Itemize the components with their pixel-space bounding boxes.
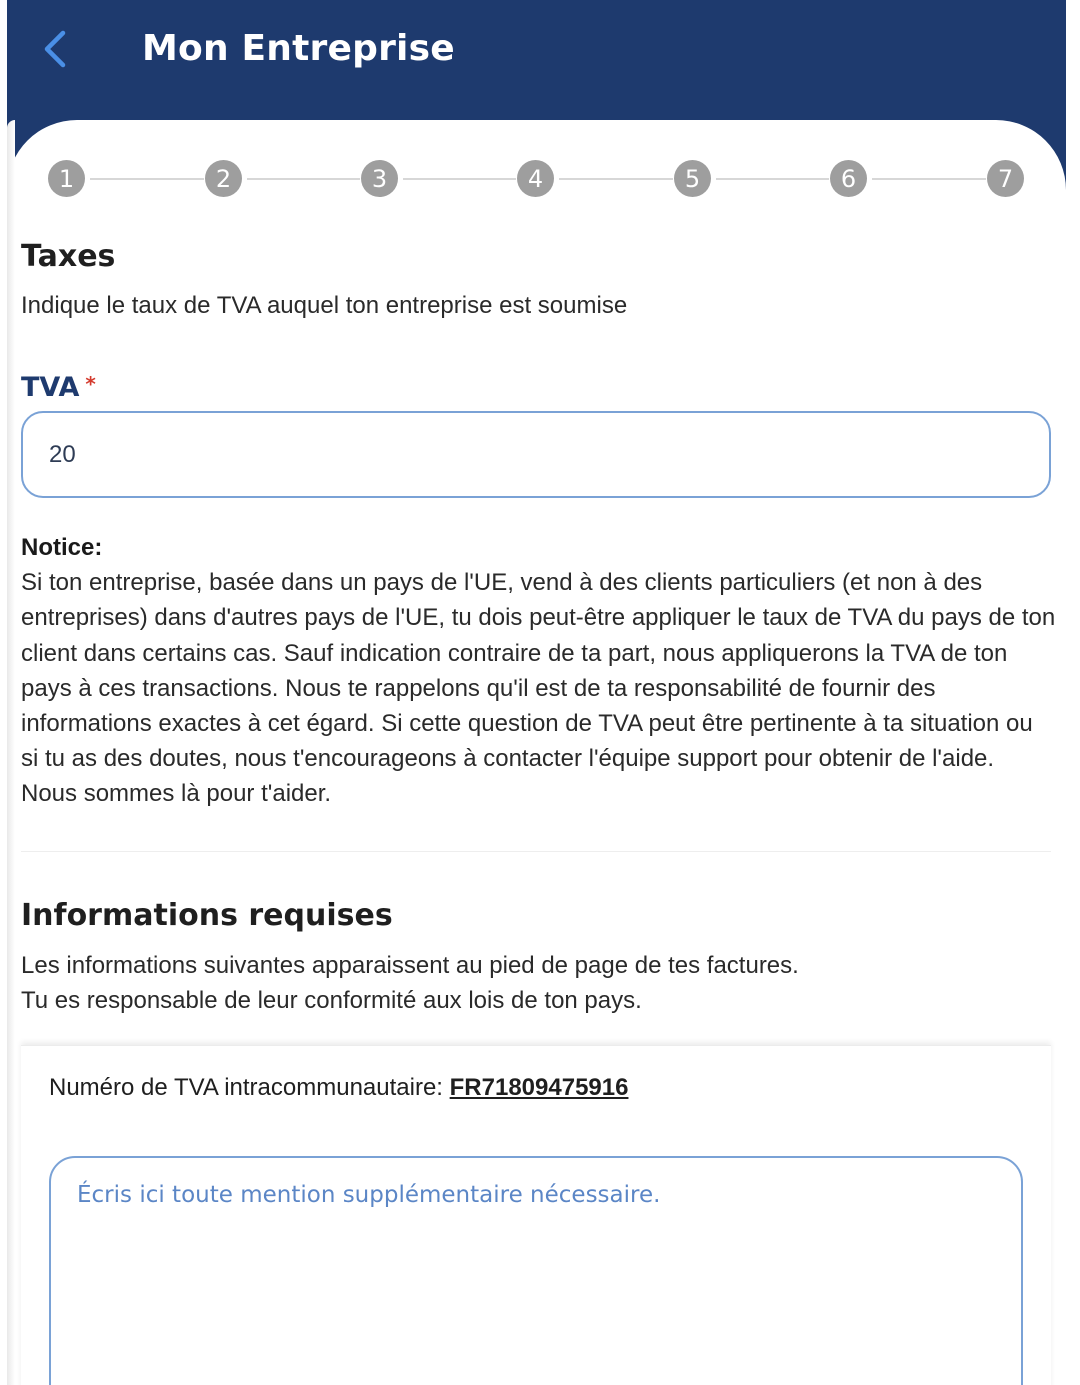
- section-divider: [21, 851, 1051, 852]
- taxes-heading: Taxes: [21, 239, 116, 274]
- step-connector: [403, 178, 516, 180]
- back-button[interactable]: [35, 26, 75, 72]
- step-5[interactable]: 5: [674, 160, 711, 197]
- vat-number-link[interactable]: FR71809475916: [449, 1074, 629, 1101]
- required-info-line-2: Tu es responsable de leur conformité aux lois de ton pays.: [21, 987, 642, 1014]
- tva-input[interactable]: [21, 411, 1051, 498]
- step-2[interactable]: 2: [205, 160, 242, 197]
- notice-title: Notice:: [21, 534, 103, 561]
- step-connector: [559, 178, 673, 180]
- vat-number-row: [49, 1074, 628, 1102]
- tva-label-text: TVA: [21, 372, 80, 403]
- tva-label: [21, 372, 96, 403]
- additional-mentions-textarea[interactable]: [49, 1156, 1023, 1385]
- required-info-line-1: Les informations suivantes apparaissent au pied de page de tes factures.: [21, 952, 799, 979]
- page-title: Mon Entreprise: [142, 28, 455, 69]
- taxes-description: Indique le taux de TVA auquel ton entreprise est soumise: [21, 292, 628, 319]
- progress-stepper: [48, 160, 1024, 198]
- chevron-left-icon: [42, 29, 68, 69]
- step-connector: [872, 178, 986, 180]
- step-7[interactable]: 7: [987, 160, 1024, 197]
- step-1[interactable]: 1: [48, 160, 85, 197]
- step-3[interactable]: 3: [361, 160, 398, 197]
- step-4[interactable]: 4: [517, 160, 554, 197]
- notice-text: Si ton entreprise, basée dans un pays de l'UE, vend à des clients particuliers (et non à des entreprises) dans d'autres pays de l'UE, tu dois peut-être appliquer le taux de TVA du pays de ton client dans certains cas. Sauf indication contraire de ta part, nous appliquerons la TVA de ton pays à ces transactions. Nous te rappelons qu'il est de ta responsabilité de fournir des informations exactes à cet égard. Si cette question de TVA peut être pertinente à ta situation ou si tu as des doutes, nous t'encourageons à contacter l'équipe support pour obtenir de l'aide. Nous sommes là pour t'aider.: [21, 569, 1056, 808]
- required-marker: *: [85, 372, 96, 396]
- notice-block: [21, 530, 1056, 812]
- step-connector: [90, 178, 204, 180]
- card-shadow-edge: [7, 120, 15, 1385]
- step-6[interactable]: 6: [830, 160, 867, 197]
- step-connector: [247, 178, 360, 180]
- required-info-heading: Informations requises: [21, 898, 393, 933]
- vat-number-label: Numéro de TVA intracommunautaire:: [49, 1074, 443, 1101]
- invoice-footer-box: [21, 1045, 1051, 1385]
- step-connector: [716, 178, 829, 180]
